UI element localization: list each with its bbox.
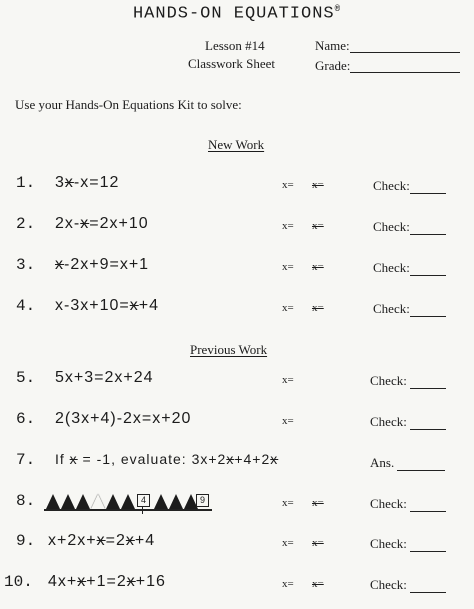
pawn-icon: [61, 494, 75, 509]
check-blank[interactable]: [410, 316, 446, 317]
negative-x-symbol: x=: [312, 302, 324, 314]
check-blank[interactable]: [410, 551, 446, 552]
equation: [55, 215, 149, 233]
instructions: Use your Hands-On Equations Kit to solve:: [15, 97, 242, 112]
check-label: Check:: [373, 219, 410, 234]
equation-segment: -x=12: [73, 174, 120, 191]
negative-x-term: x: [129, 297, 139, 314]
problem-number: 2.: [16, 215, 36, 233]
negative-x-term: x: [125, 532, 135, 549]
check-label: Check:: [373, 301, 410, 316]
neg-x-answer-label: [312, 220, 324, 232]
equation: [55, 174, 119, 192]
negative-x-term: x: [226, 451, 235, 467]
equation-segment: 4x+: [48, 573, 78, 590]
negative-x-term: x: [64, 174, 74, 191]
negative-x-term: x: [69, 451, 78, 467]
neg-x-answer-label: [312, 537, 324, 549]
neg-x-answer-label: [312, 578, 324, 590]
equation-segment: -2x+9=x+1: [64, 256, 150, 273]
negative-x-symbol: x=: [312, 578, 324, 590]
equation: [48, 532, 155, 550]
neg-x-answer-label: [312, 497, 324, 509]
check-label: Check:: [370, 496, 407, 511]
worksheet-title: [0, 4, 474, 24]
equation-segment: If: [55, 451, 70, 467]
problem-number: 3.: [16, 256, 36, 274]
title-text: HANDS-ON EQUATIONS: [132, 4, 335, 24]
check-label: Check:: [370, 414, 407, 429]
problem-number: 5.: [16, 369, 36, 387]
equation: [48, 573, 166, 591]
number-cube: 4: [137, 494, 150, 507]
x-answer-label: x=: [282, 179, 294, 191]
scale-fulcrum: [142, 506, 143, 514]
sheet-type: Classwork Sheet: [188, 56, 276, 71]
x-answer-label: x=: [282, 497, 294, 509]
x-answer-label: x=: [282, 578, 294, 590]
check-blank[interactable]: [410, 429, 446, 430]
check-blank[interactable]: [410, 234, 446, 235]
equation: [55, 410, 191, 428]
pawn-icon: [46, 494, 60, 509]
check-label: Check:: [373, 260, 410, 275]
problem-number: 6.: [16, 410, 36, 428]
neg-x-answer-label: [312, 302, 324, 314]
problem-number: 4.: [16, 297, 36, 315]
negative-x-term: x: [80, 215, 90, 232]
negative-x-symbol: x=: [312, 179, 324, 191]
x-answer-label: x=: [282, 220, 294, 232]
check-label: Check:: [373, 178, 410, 193]
equation: [55, 451, 278, 467]
answer-blank[interactable]: [397, 470, 445, 471]
x-answer-label: x=: [282, 415, 294, 427]
equation-segment: x-3x+10=: [55, 297, 130, 314]
equation: [55, 369, 154, 387]
x-answer-label: x=: [282, 302, 294, 314]
section-new-work: New Work: [208, 137, 265, 152]
number-cube: 9: [196, 494, 209, 507]
grade-label: Grade:: [315, 58, 351, 73]
pawn-icon: [154, 494, 168, 509]
negative-x-term: x: [55, 256, 64, 273]
equation-segment: +1=2: [86, 573, 127, 590]
x-answer-label: x=: [282, 537, 294, 549]
equation: [55, 256, 149, 274]
check-blank[interactable]: [410, 592, 446, 593]
neg-x-answer-label: [312, 179, 324, 191]
negative-x-term: x: [270, 451, 279, 467]
check-blank[interactable]: [410, 388, 446, 389]
equation-segment: +4+2: [234, 451, 271, 467]
section-previous-work: Previous Work: [190, 342, 268, 357]
registered-mark: ®: [334, 4, 342, 14]
equation-segment: +4: [138, 297, 159, 314]
name-label: Name:: [315, 38, 350, 53]
negative-x-term: x: [126, 573, 136, 590]
negative-x-symbol: x=: [312, 261, 324, 273]
negative-pawn-icon: [91, 494, 105, 509]
lesson-number: Lesson #14: [205, 38, 265, 53]
x-answer-label: x=: [282, 261, 294, 273]
problem-number: 7.: [16, 451, 36, 469]
neg-x-answer-label: [312, 261, 324, 273]
equation-segment: 2x-: [55, 215, 81, 232]
problem-number: 9.: [16, 532, 36, 550]
negative-x-symbol: x=: [312, 497, 324, 509]
negative-x-symbol: x=: [312, 220, 324, 232]
equation-segment: 2(3x+4)-2x=x+20: [55, 410, 192, 427]
equation-segment: x+2x+: [48, 532, 97, 549]
balance-scale: [44, 509, 212, 511]
check-blank[interactable]: [410, 275, 446, 276]
pawn-icon: [169, 494, 183, 509]
negative-x-term: x: [77, 573, 87, 590]
name-field[interactable]: [350, 52, 460, 53]
check-label: Check:: [370, 577, 407, 592]
negative-x-term: x: [96, 532, 106, 549]
equation-segment: +16: [135, 573, 166, 590]
equation-segment: =2: [105, 532, 126, 549]
check-label: Check:: [370, 536, 407, 551]
answer-label: Ans.: [370, 455, 395, 470]
check-label: Check:: [370, 373, 407, 388]
equation-segment: =2x+10: [89, 215, 149, 232]
check-blank[interactable]: [410, 511, 446, 512]
equation-segment: 3: [55, 174, 65, 191]
pawn-icon: [121, 494, 135, 509]
x-answer-label: x=: [282, 374, 294, 386]
equation: [55, 297, 159, 315]
check-blank[interactable]: [410, 193, 446, 194]
equation-segment: = -1, evaluate: 3x+2: [77, 451, 227, 467]
problem-number: 8.: [16, 492, 36, 510]
problem-number: 10.: [4, 573, 33, 591]
problem-number: 1.: [16, 174, 36, 192]
equation-segment: +4: [134, 532, 156, 549]
pawn-icon: [106, 494, 120, 509]
pawn-icon: [76, 494, 90, 509]
negative-x-symbol: x=: [312, 537, 324, 549]
equation-segment: 5x+3=2x+24: [55, 369, 154, 386]
grade-field[interactable]: [350, 72, 460, 73]
